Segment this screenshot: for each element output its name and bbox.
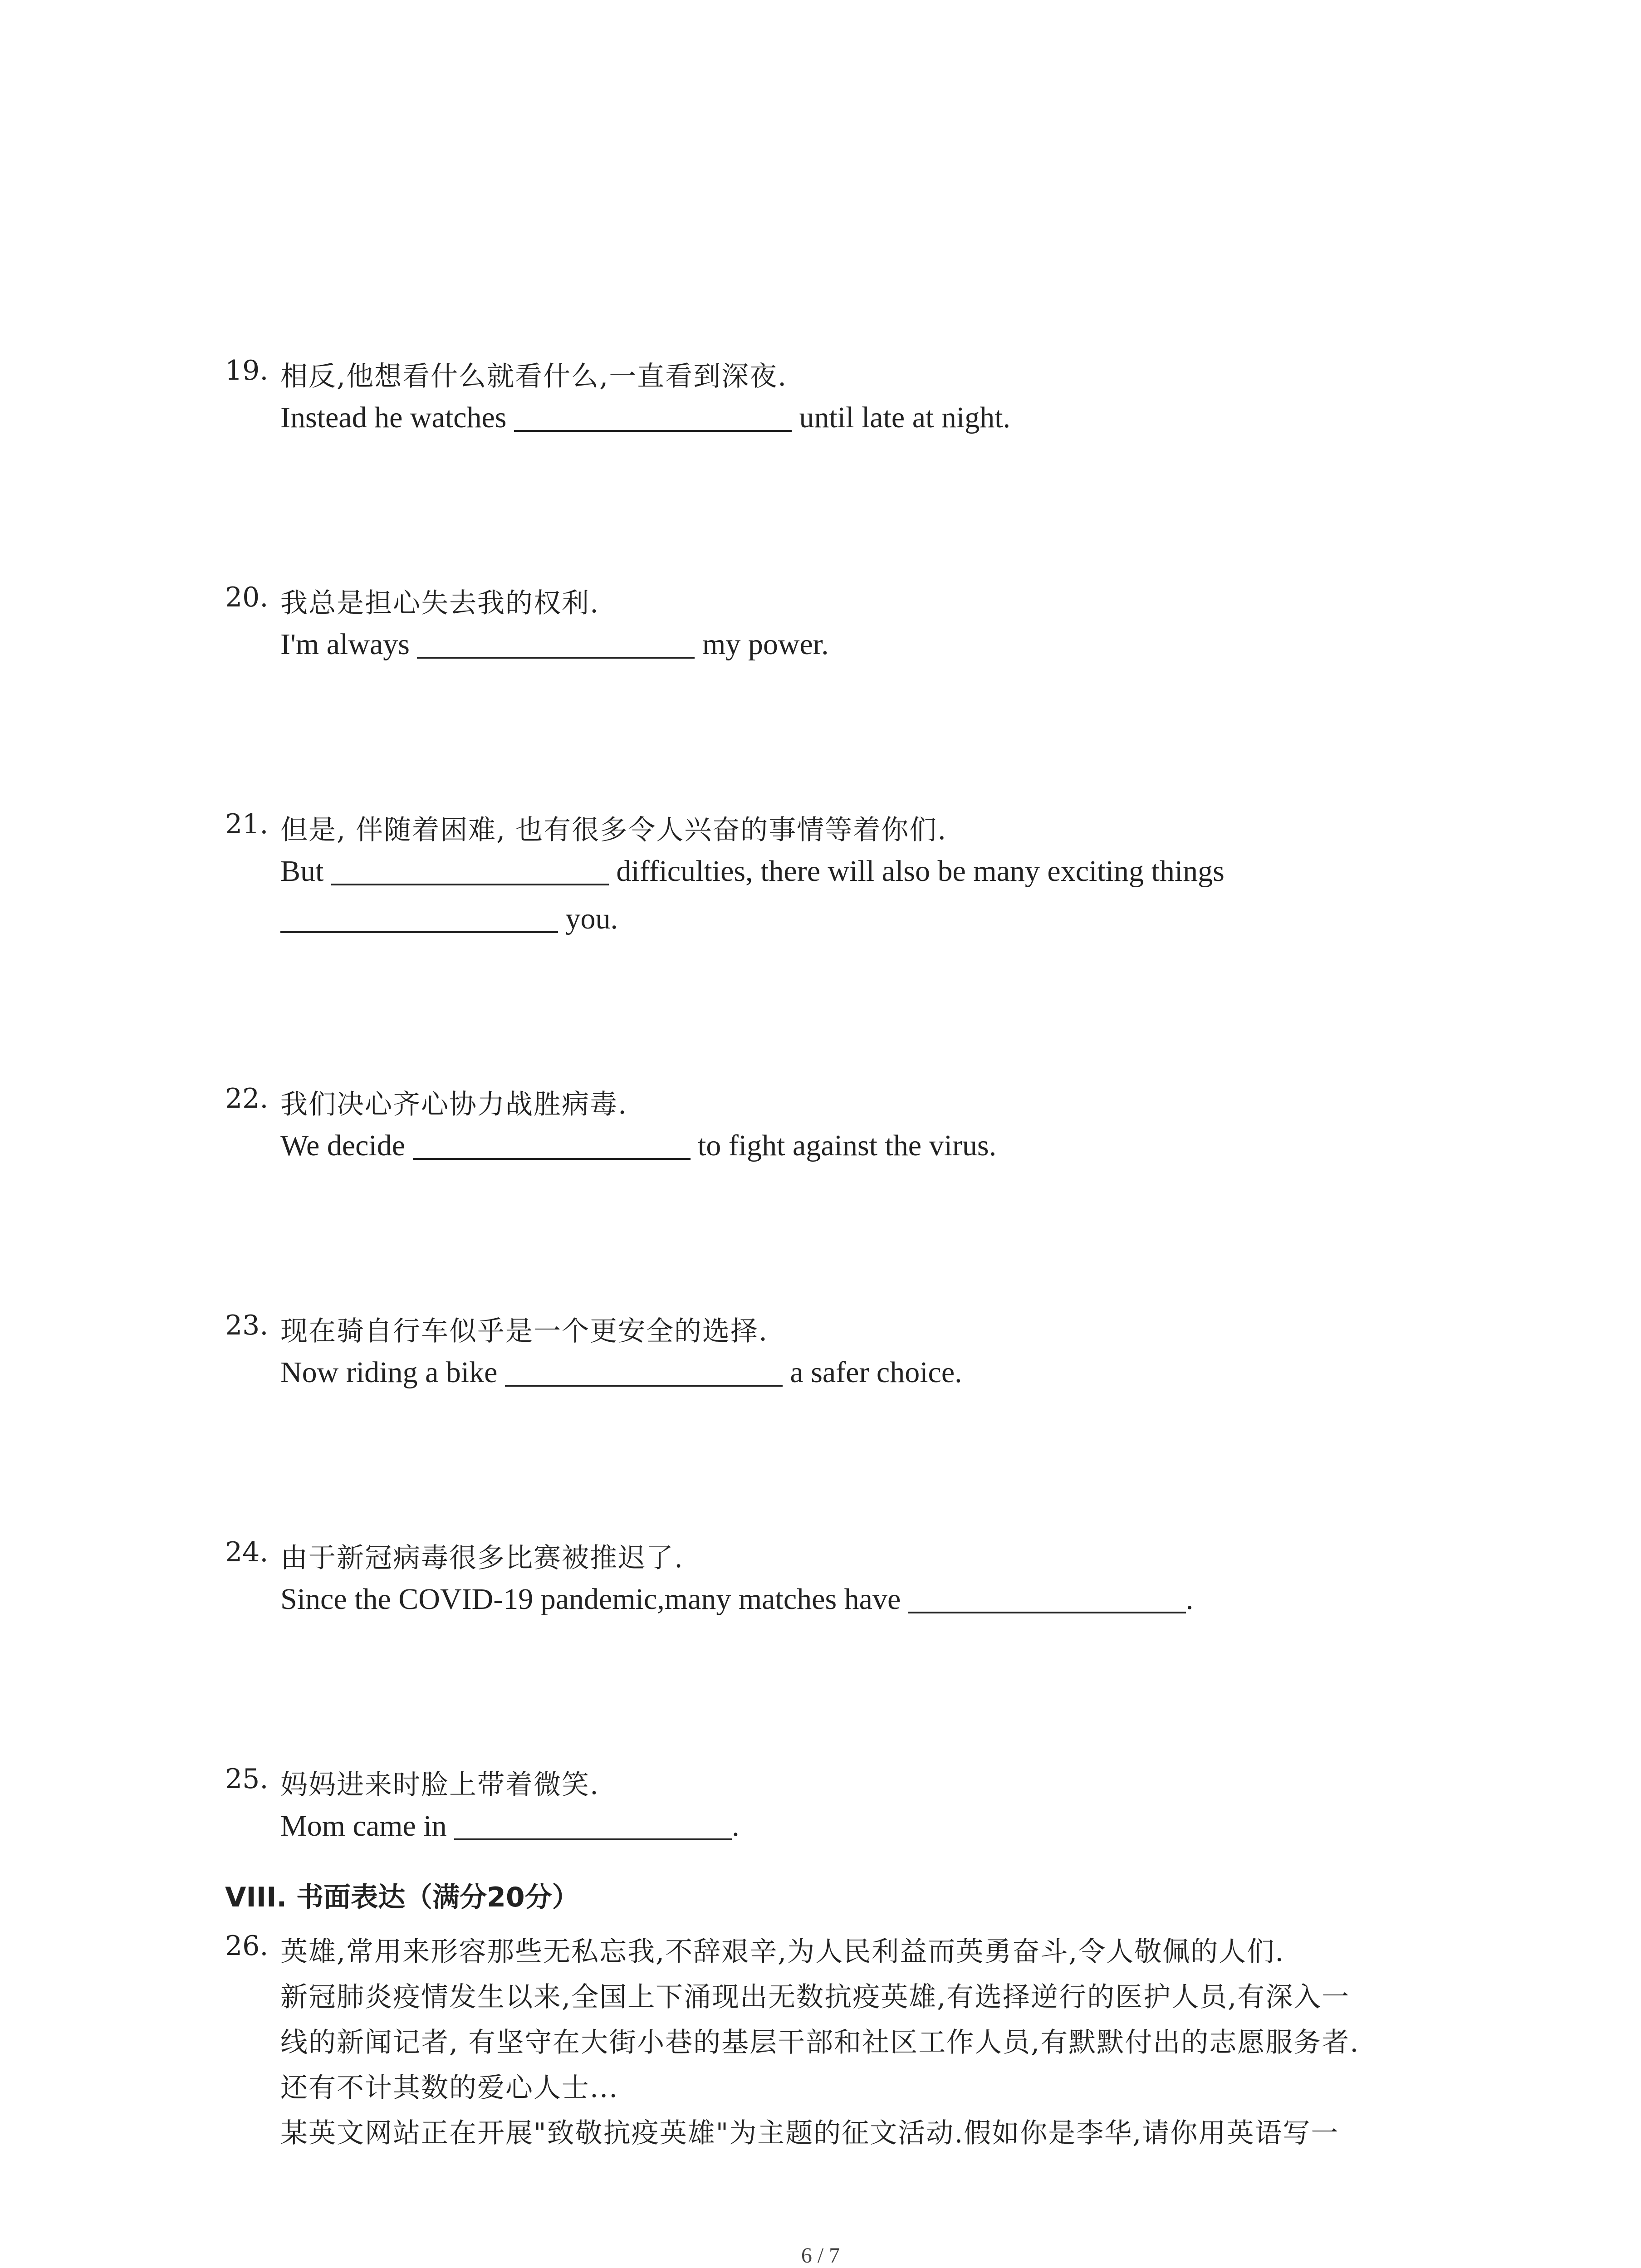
prompt-line: 某英文网站正在开展"致敬抗疫英雄"为主题的征文活动.假如你是李华,请你用英语写一 — [280, 2117, 1339, 2149]
question-english — [280, 854, 1225, 889]
english-text-before: Instead he watches — [280, 401, 514, 434]
prompt-line: 还有不计其数的爱心人士... — [280, 2072, 619, 2104]
english-text-before: Now riding a bike — [280, 1356, 505, 1389]
question-english — [280, 400, 1010, 435]
question-english — [280, 627, 829, 662]
english-text-after: a safer choice. — [782, 1356, 962, 1389]
question-english — [280, 1809, 740, 1843]
english-text-after: . — [1185, 1583, 1194, 1616]
question-number: 21. — [225, 808, 269, 840]
answer-blank[interactable] — [413, 1128, 691, 1160]
section-heading: VIII. 书面表达（满分20分） — [225, 1882, 579, 1913]
question-number: 19. — [225, 355, 269, 386]
question-chinese: 由于新冠病毒很多比赛被推迟了. — [280, 1542, 684, 1574]
question-chinese: 妈妈进来时脸上带着微笑. — [280, 1769, 600, 1801]
english-text-after: to fight against the virus. — [690, 1129, 997, 1162]
english-text-before: But — [280, 855, 331, 888]
question-number: 23. — [225, 1310, 269, 1341]
english-text-before: Since the COVID-19 pandemic,many matches have — [280, 1583, 908, 1616]
question-english — [280, 1582, 1193, 1617]
english-text-after: you. — [558, 902, 618, 935]
question-number: 26. — [225, 1930, 269, 1962]
answer-blank[interactable] — [505, 1355, 783, 1387]
answer-blank[interactable] — [908, 1582, 1186, 1613]
question-chinese: 相反,他想看什么就看什么,一直看到深夜. — [280, 361, 788, 392]
question-number: 20. — [225, 582, 269, 613]
english-text-after: my power. — [695, 628, 829, 661]
page-number: 6 / 7 — [801, 2244, 840, 2268]
prompt-line: 新冠肺炎疫情发生以来,全国上下涌现出无数抗疫英雄,有选择逆行的医护人员,有深入一 — [280, 1981, 1350, 2013]
english-text-before: I'm always — [280, 628, 417, 661]
question-chinese: 但是, 伴随着困难, 也有很多令人兴奋的事情等着你们. — [280, 814, 947, 846]
question-number: 24. — [225, 1536, 269, 1568]
answer-blank[interactable] — [454, 1809, 732, 1840]
prompt-line: 英雄,常用来形容那些无私忘我,不辞艰辛,为人民利益而英勇奋斗,令人敬佩的人们. — [280, 1936, 1285, 1968]
answer-blank[interactable] — [417, 627, 695, 659]
question-number: 25. — [225, 1763, 269, 1795]
answer-blank[interactable] — [331, 854, 609, 885]
question-chinese: 我总是担心失去我的权利. — [280, 587, 600, 619]
question-chinese: 现在骑自行车似乎是一个更安全的选择. — [280, 1315, 769, 1347]
question-english-line2 — [280, 901, 618, 936]
question-english — [280, 1355, 962, 1390]
english-text-before: We decide — [280, 1129, 413, 1162]
english-text-before: Mom came in — [280, 1809, 455, 1843]
question-number: 22. — [225, 1083, 269, 1114]
question-english — [280, 1128, 996, 1163]
prompt-line: 线的新闻记者, 有坚守在大街小巷的基层干部和社区工作人员,有默默付出的志愿服务者. — [280, 2027, 1360, 2058]
english-text-after: . — [732, 1809, 740, 1843]
question-chinese: 我们决心齐心协力战胜病毒. — [280, 1089, 628, 1120]
english-text-after: until late at night. — [791, 401, 1011, 434]
answer-blank[interactable] — [514, 400, 792, 432]
answer-blank[interactable] — [280, 901, 558, 933]
english-text-after: difficulties, there will also be many exciting things — [608, 855, 1225, 888]
